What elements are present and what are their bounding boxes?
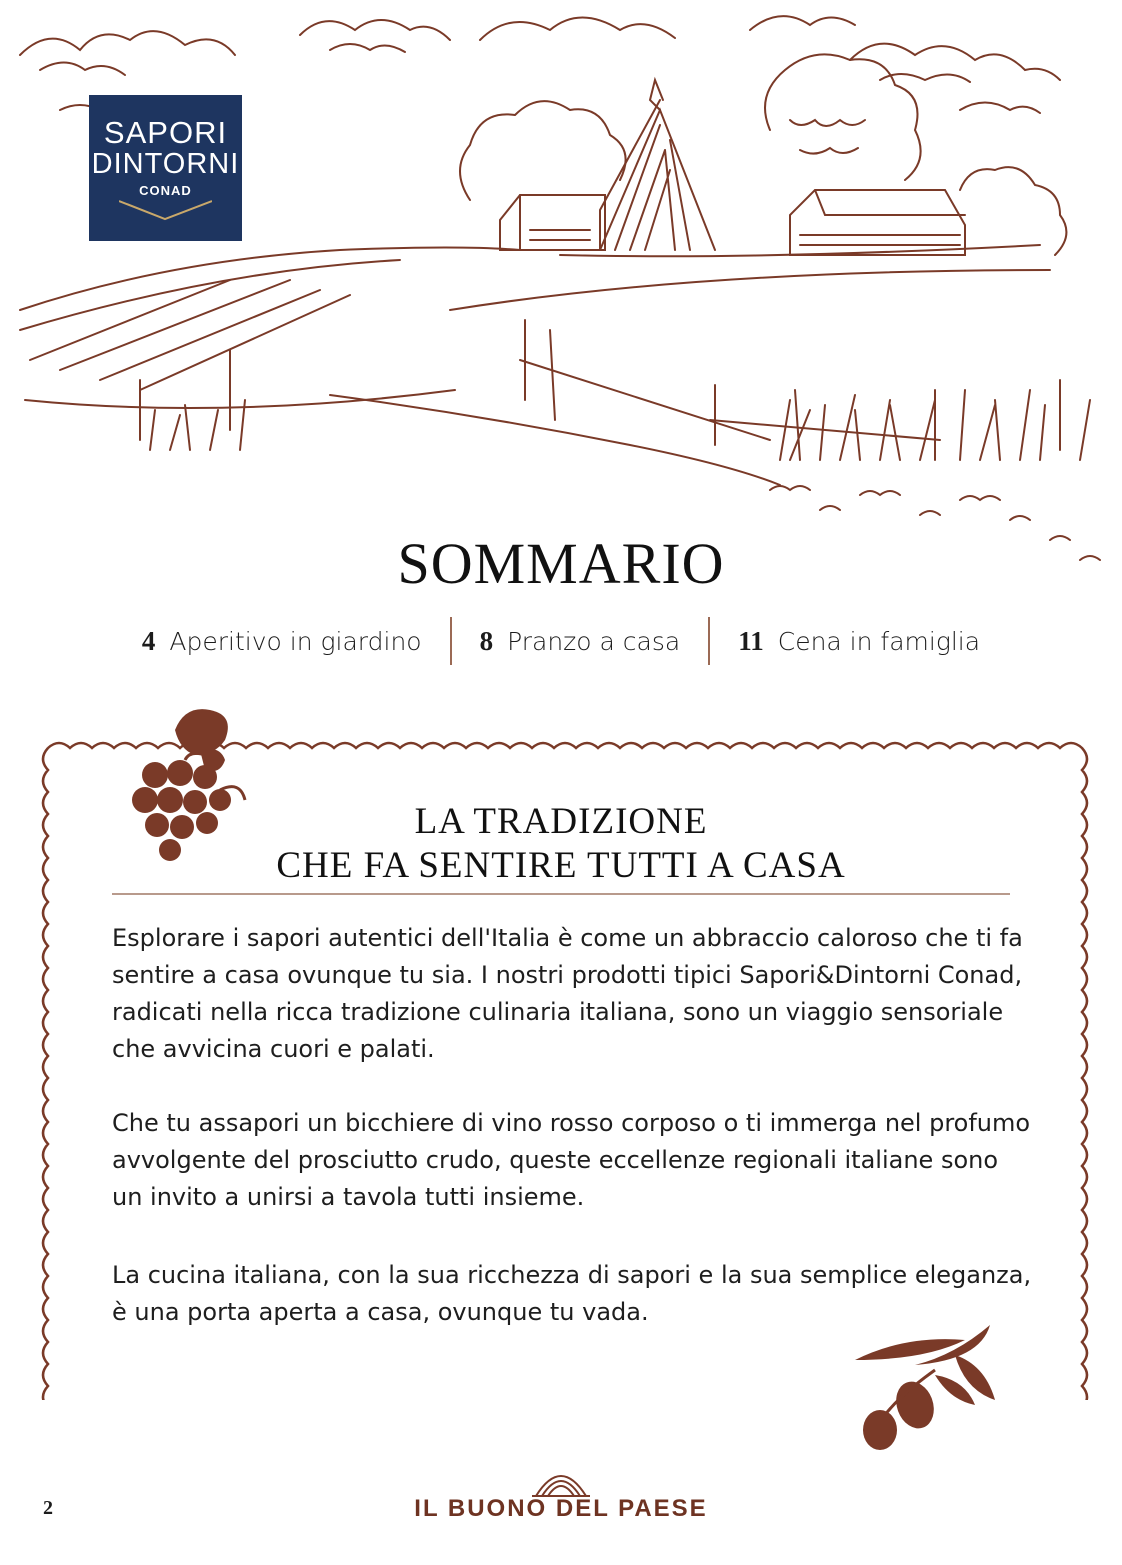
sapori-dintorni-logo <box>89 95 242 241</box>
toc-page-number: 11 <box>738 625 764 656</box>
toc-label: Pranzo a casa <box>507 626 681 656</box>
box-title-line-2: CHE FA SENTIRE TUTTI A CASA <box>276 845 846 886</box>
page-title: SOMMARIO <box>397 531 725 596</box>
paragraph: La cucina italiana, con la sua ricchezza di sapori e la sua semplice eleganza, è una porta aperta a casa, ovunque tu vada. <box>112 1261 1032 1326</box>
brand-emblem-icon <box>530 1470 592 1498</box>
farmhouse-illustration <box>0 0 1122 610</box>
logo-chevron-icon <box>119 199 212 221</box>
toc-item-cena[interactable] <box>710 626 1008 657</box>
olive-branch-icon <box>855 1320 1005 1455</box>
footer-brand: IL BUONO DEL PAESE <box>414 1495 708 1522</box>
toc-page-number: 8 <box>479 625 494 656</box>
logo-line-3: CONAD <box>139 183 192 198</box>
box-divider <box>112 893 1010 895</box>
box-title-line-1: LA TRADIZIONE <box>414 801 708 842</box>
toc-item-pranzo[interactable] <box>452 626 709 657</box>
toc-label: Aperitivo in giardino <box>169 626 422 656</box>
logo-line-1: SAPORI <box>103 115 228 150</box>
toc-page-number: 4 <box>141 625 156 656</box>
paragraph: Che tu assapori un bicchiere di vino rosso corposo o ti immerga nel profumo avvolgente del prosciutto crudo, queste eccellenze regionali italiane sono un invito a unirsi a tavola tutti insieme. <box>112 1109 1031 1211</box>
table-of-contents <box>100 618 1022 664</box>
paragraph: Esplorare i sapori autentici dell'Italia è come un abbraccio caloroso che ti fa sentire a casa ovunque tu sia. I nostri prodotti tipici Sapori&Dintorni Conad, radicati nella ricca tradizione culinaria italiana, sono un viaggio sensoriale che avvicina cuori e palati. <box>112 924 1023 1063</box>
logo-line-2: DINTORNI <box>91 148 240 180</box>
toc-label: Cena in famiglia <box>777 626 981 656</box>
box-title <box>100 800 1022 888</box>
toc-item-aperitivo[interactable] <box>114 626 450 657</box>
page-number: 2 <box>43 1497 53 1519</box>
